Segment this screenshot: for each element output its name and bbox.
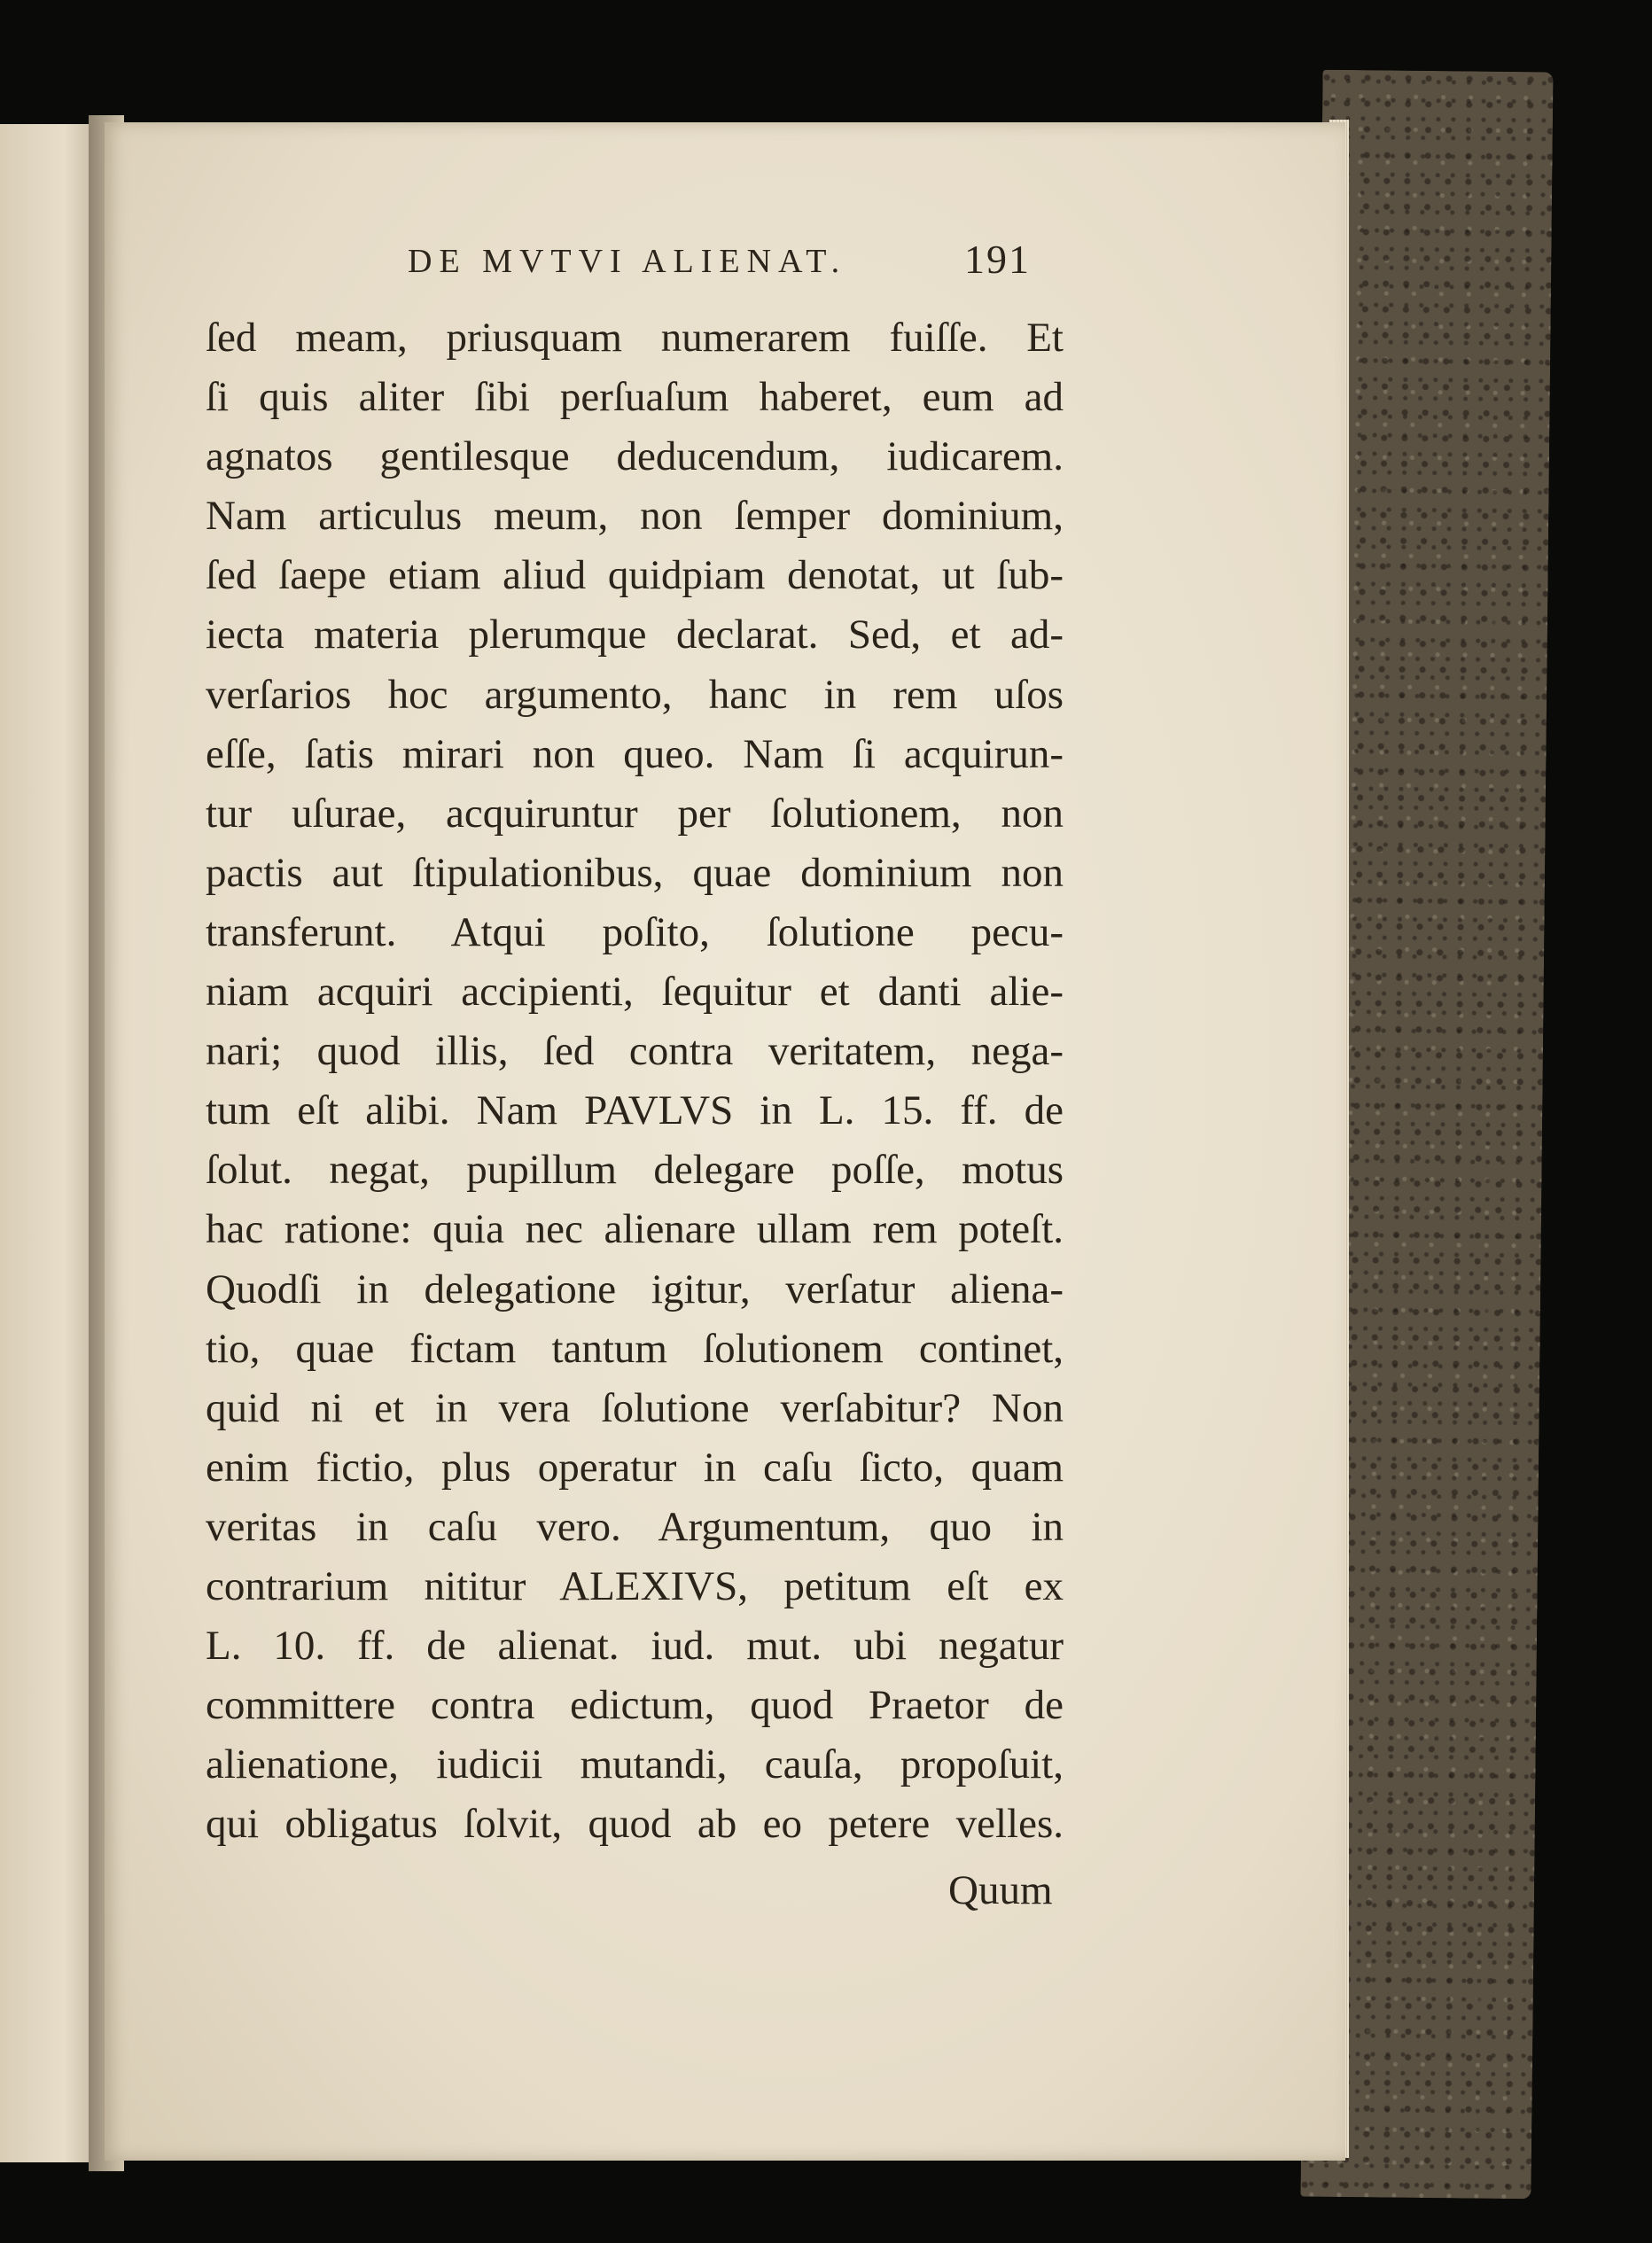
text-line: tur uſurae, acquiruntur per ſolutionem, non <box>206 790 1064 837</box>
text-line: agnatos gentilesque deducendum, iudicarem. <box>206 433 1064 480</box>
text-line: niam acquiri accipienti, ſequitur et danti alie- <box>206 969 1064 1016</box>
text-line: hac ratione: quia nec alienare ullam rem poteſt. <box>206 1206 1064 1253</box>
text-line: verſarios hoc argumento, hanc in rem uſos <box>206 671 1064 718</box>
catchword: Quum <box>948 1867 1053 1913</box>
page-number: 191 <box>964 237 1031 282</box>
text-line: tio, quae fictam tantum ſolutionem continet, <box>206 1325 1064 1372</box>
text-line: eſſe, ſatis mirari non queo. Nam ſi acquirun- <box>206 730 1064 777</box>
text-line: veritas in caſu vero. Argumentum, quo in <box>206 1503 1064 1550</box>
running-head: DE MVTVI ALIENAT. <box>408 243 847 280</box>
text-line: L. 10. ff. de alienat. iud. mut. ubi negatur <box>206 1623 1064 1670</box>
text-line: Quodſi in delegatione igitur, verſatur aliena- <box>206 1266 1064 1312</box>
text-line: ſi quis aliter ſibi perſuaſum haberet, eum ad <box>206 374 1064 421</box>
text-line: iecta materia plerumque declarat. Sed, et ad- <box>206 611 1064 658</box>
text-line: enim fictio, plus operatur in caſu ſicto, quam <box>206 1444 1064 1491</box>
body-text <box>206 308 1064 1854</box>
text-line: quid ni et in vera ſolutione verſabitur? Non <box>206 1384 1064 1431</box>
text-line: Nam articulus meum, non ſemper dominium, <box>206 493 1064 540</box>
text-line: alienatione, iudicii mutandi, cauſa, propoſuit, <box>206 1741 1064 1788</box>
text-line: nari; quod illis, ſed contra veritatem, nega- <box>206 1028 1064 1075</box>
text-line: transferunt. Atqui poſito, ſolutione pecu- <box>206 908 1064 955</box>
text-line: tum eſt alibi. Nam PAVLVS in L. 15. ff. de <box>206 1087 1064 1134</box>
text-line: contrarium nititur ALEXIVS, petitum eſt ex <box>206 1562 1064 1609</box>
text-line: qui obligatus ſolvit, quod ab eo petere velles. <box>206 1801 1064 1848</box>
text-line: pactis aut ſtipulationibus, quae dominium non <box>206 849 1064 896</box>
text-line: ſolut. negat, pupillum delegare poſſe, motus <box>206 1147 1064 1194</box>
text-line: ſed meam, priusquam numerarem fuiſſe. Et <box>206 315 1064 361</box>
text-line: committere contra edictum, quod Praetor de <box>206 1682 1064 1729</box>
text-line: ſed ſaepe etiam aliud quidpiam denotat, ut ſub- <box>206 552 1064 599</box>
